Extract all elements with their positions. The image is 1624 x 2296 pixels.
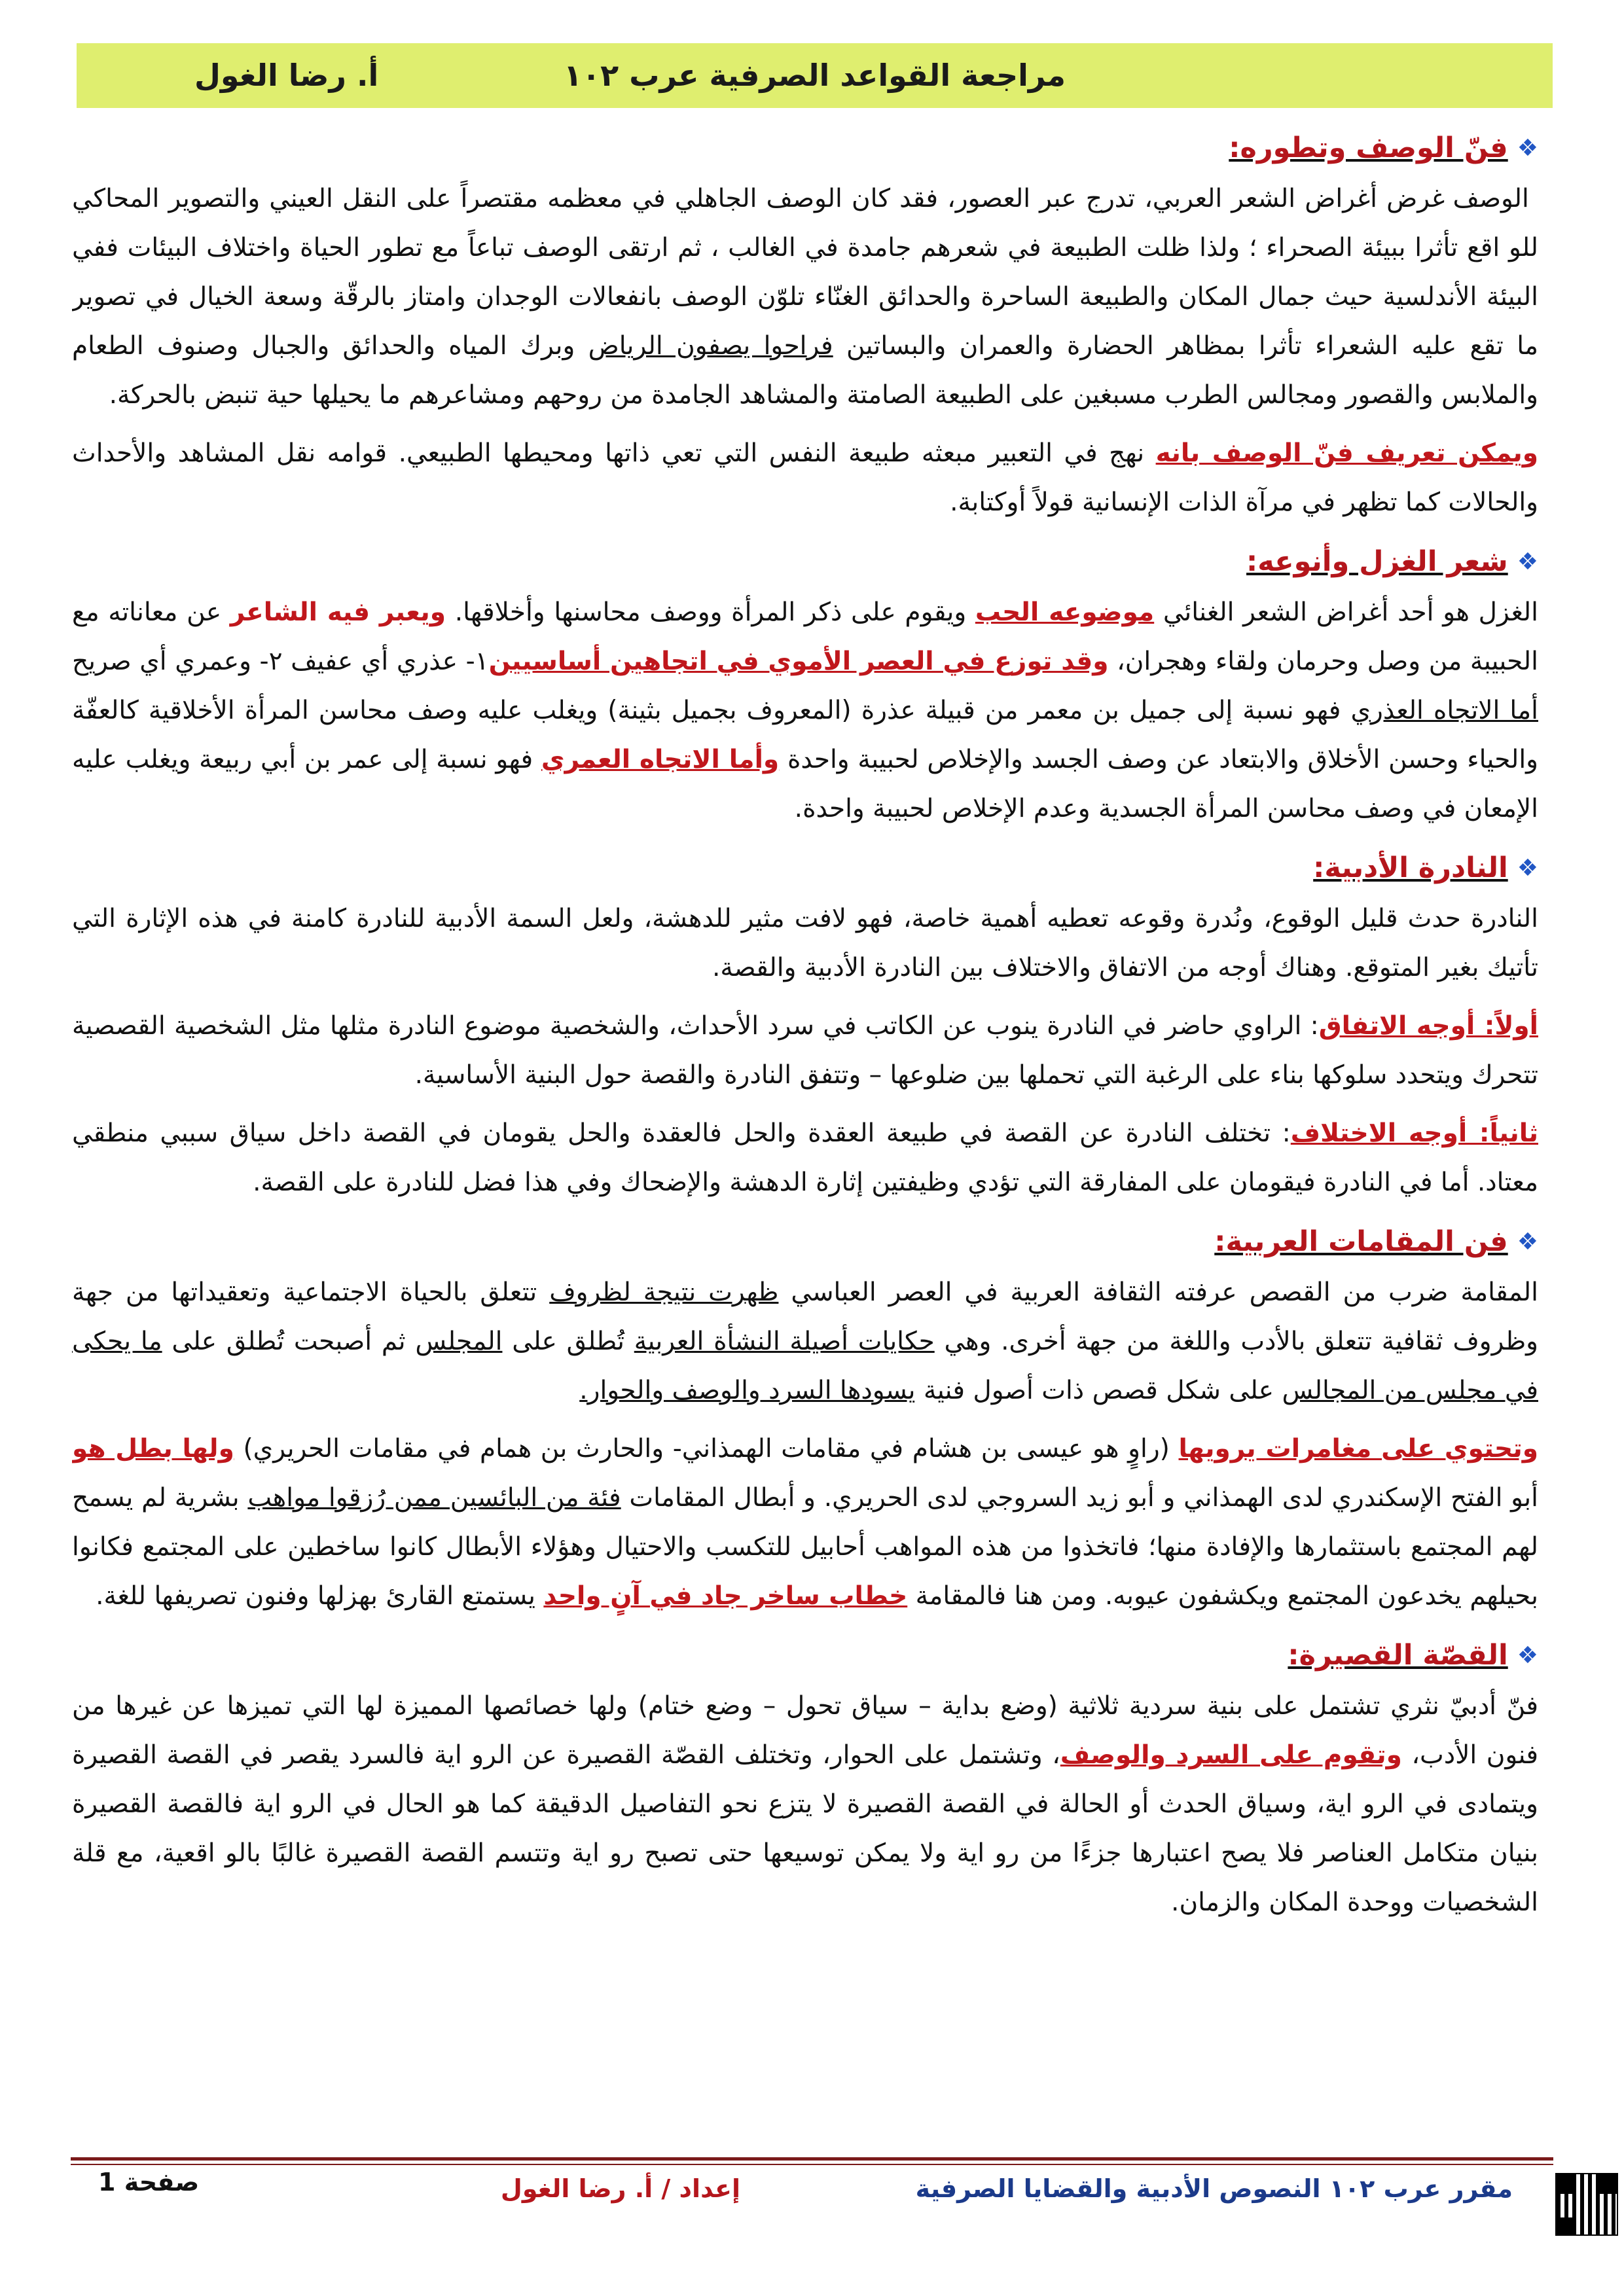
footer-divider xyxy=(71,2164,1553,2165)
paragraph: الغزل هو أحد أغراض الشعر الغنائي موضوعه الحب ويقوم على ذكر المرأة ووصف محاسنها وأخلاقها. ويعبر فيه الشاعر عن معاناته مع الحبيبة من وصل وحرمان ولقاء وهجران، وقد توزع في العصر الأموي في اتجاهين أساسيين١- عذري أي عفيف ٢- وعمري أي صريح أما الاتجاه العذري فهو نسبة إلى جميل بن معمر من قبيلة عذرة (المعروف بجميل بثينة) ويغلب عليه وصف محاسن المرأة الأخلاقية كالعفّة والحياء وحسن الأخلاق والابتعاد عن وصف الجسد والإخلاص لحبيبة واحدة وأما الاتجاه العمري فهو نسبة إلى عمر بن أبي ربيعة ويغلب عليه الإمعان في وصف محاسن المرأة الجسدية وعدم الإخلاص لحبيبة واحدة. xyxy=(72,598,1538,823)
page-footer xyxy=(0,2168,1624,2227)
page-header xyxy=(77,43,1553,108)
diamond-bullet-icon: ❖ xyxy=(1517,135,1538,162)
paragraph: ثانياً: أوجه الاختلاف: تختلف النادرة عن القصة في طبيعة العقدة والحل فالعقدة والحل يقومان في القصة داخل سياق سببي منطقي معتاد. أما في النادرة فيقومان على المفارقة التي تؤدي وظيفتين إثارة الدهشة والإضحاك وفي هذا فضل للنادرة على القصة. xyxy=(72,1119,1538,1197)
section-heading-description: ❖فنّ الوصف وتطوره: xyxy=(1229,132,1538,164)
footer-divider xyxy=(71,2157,1553,2161)
document-body xyxy=(72,121,1538,2150)
header-author: أ. رضا الغول xyxy=(194,58,379,93)
paragraph: النادرة حدث قليل الوقوع، ونُدرة وقوعه تعطيه أهمية خاصة، فهو لافت مثير للدهشة، ولعل السمة الأدبية للنادرة كامنة في هذه الإثارة التي تأتيك بغير المتوقع. وهناك أوجه من الاتفاق والاختلاف بين النادرة الأدبية والقصة. xyxy=(72,904,1538,982)
paragraph: وتحتوي على مغامرات يرويها (راوٍ هو عيسى بن هشام في مقامات الهمذاني- والحارث بن همام في مقامات الحريري) ولها بطل هو أبو الفتح الإسكندري لدى الهمذاني و أبو زيد السروجي لدى الحريري. و أبطال المقامات فئة من البائسين ممن رُزقوا مواهب بشرية لم يسمح لهم المجتمع باستثمارها والإفادة منها؛ فاتخذوا من هذه المواهب أحابيل للتكسب والاحتيال وهؤلاء الأبطال كانوا ساخطين على المجتمع فكانوا بحيلهم يخدعون المجتمع ويكشفون عيوبه. ومن هنا فالمقامة خطاب ساخر جاد في آنٍ واحد يستمتع القارئ بهزلها وفنون تصريفها للغة. xyxy=(72,1434,1538,1611)
page-title: مراجعة القواعد الصرفية عرب ١٠٢ xyxy=(564,58,1066,93)
page-number: صفحة 1 xyxy=(98,2168,200,2197)
footer-course: مقرر عرب ١٠٢ النصوص الأدبية والقضايا الصرفية xyxy=(915,2174,1513,2203)
paragraph: فنّ أدبيّ نثري تشتمل على بنية سردية ثلاثية (وضع بداية – سياق تحول – وضع ختام) ولها خصائصها المميزة لها التي تميزها عن غيرها من فنون الأدب، وتقوم على السرد والوصف، وتشتمل على الحوار، وتختلف القصّة القصيرة عن الرو اية فالسرد يقصر في القصة القصيرة ويتمادى في الرو اية، وسياق الحدث أو الحالة في القصة القصيرة لا يتزع نحو التفاصيل الدقيقة كما هو الحال في الرو اية فالقصة القصيرة بنيان متكامل العناصر فلا يصح اعتبارها جزءًا من رو اية ولا يمكن توسيعها حتى تصبح رو اية وتتسم القصة القصيرة غالبًا بالو اقعية، مع قلة الشخصيات ووحدة المكان والزمان. xyxy=(72,1691,1538,1917)
paragraph: الوصف غرض أغراض الشعر العربي، تدرج عبر العصور، فقد كان الوصف الجاهلي في معظمه مقتصراً على النقل العيني والتصوير المحاكي للو اقع تأثرا ببيئة الصحراء ؛ ولذا ظلت الطبيعة في شعرهم جامدة في الغالب ، ثم ارتقى الوصف تباعاً مع تطور الحياة واختلاف البيئات ففي البيئة الأندلسية حيث جمال المكان والطبيعة الساحرة والحدائق الغنّاء تلوّن الوصف بانفعالات الوجدان وامتاز بالرقّة وسعة الخيال في تصوير ما تقع عليه الشعراء تأثرا بمظاهر الحضارة والعمران والبساتين فراحوا يصفون الرياض وبرك المياه والحدائق والجبال وصنوف الطعام والملابس والقصور ومجالس الطرب مسبغين على الطبيعة الصامتة والمشاهد الجامدة من روحهم ومشاعرهم ما يحيلها حية تنبض بالحركة. xyxy=(72,184,1538,410)
qr-code-icon xyxy=(1555,2173,1618,2236)
diamond-bullet-icon: ❖ xyxy=(1517,1229,1538,1255)
paragraph: المقامة ضرب من القصص عرفته الثقافة العربية في العصر العباسي ظهرت نتيجة لظروف تتعلق بالحياة الاجتماعية وتعقيداتها من جهة وظروف ثقافية تتعلق بالأدب واللغة من جهة أخرى. وهي حكايات أصيلة النشأة العربية تُطلق على المجلس ثم أصبحت تُطلق على ما يحكى في مجلس من المجالس على شكل قصص ذات أصول فنية يسودها السرد والوصف والحوار. xyxy=(72,1278,1538,1405)
section-heading-maqamat: ❖فن المقامات العربية: xyxy=(1214,1225,1538,1258)
section-heading-anecdote: ❖النادرة الأدبية: xyxy=(1313,852,1538,884)
paragraph: أولاً: أوجه الاتفاق: الراوي حاضر في النادرة ينوب عن الكاتب في سرد الأحداث، والشخصية موضوع النادرة مثلها مثل الشخصية القصصية تتحرك ويتحدد سلوكها بناء على الرغبة التي تحملها بين ضلوعها – وتتفق النادرة والقصة حول البنية الأساسية. xyxy=(72,1011,1538,1090)
section-heading-ghazal: ❖شعر الغزل وأنوعه: xyxy=(1246,545,1538,578)
section-heading-short-story: ❖القصّة القصيرة: xyxy=(1288,1639,1538,1672)
footer-author: إعداد / أ. رضا الغول xyxy=(500,2174,740,2203)
paragraph: ويمكن تعريف فنّ الوصف بانه نهج في التعبير مبعثه طبيعة النفس التي تعي ذاتها ومحيطها الطبيعي. قوامه نقل المشاهد والأحداث والحالات كما تظهر في مرآة الذات الإنسانية قولاً أوكتابة. xyxy=(72,439,1538,517)
diamond-bullet-icon: ❖ xyxy=(1517,855,1538,882)
diamond-bullet-icon: ❖ xyxy=(1517,1642,1538,1669)
diamond-bullet-icon: ❖ xyxy=(1517,548,1538,575)
